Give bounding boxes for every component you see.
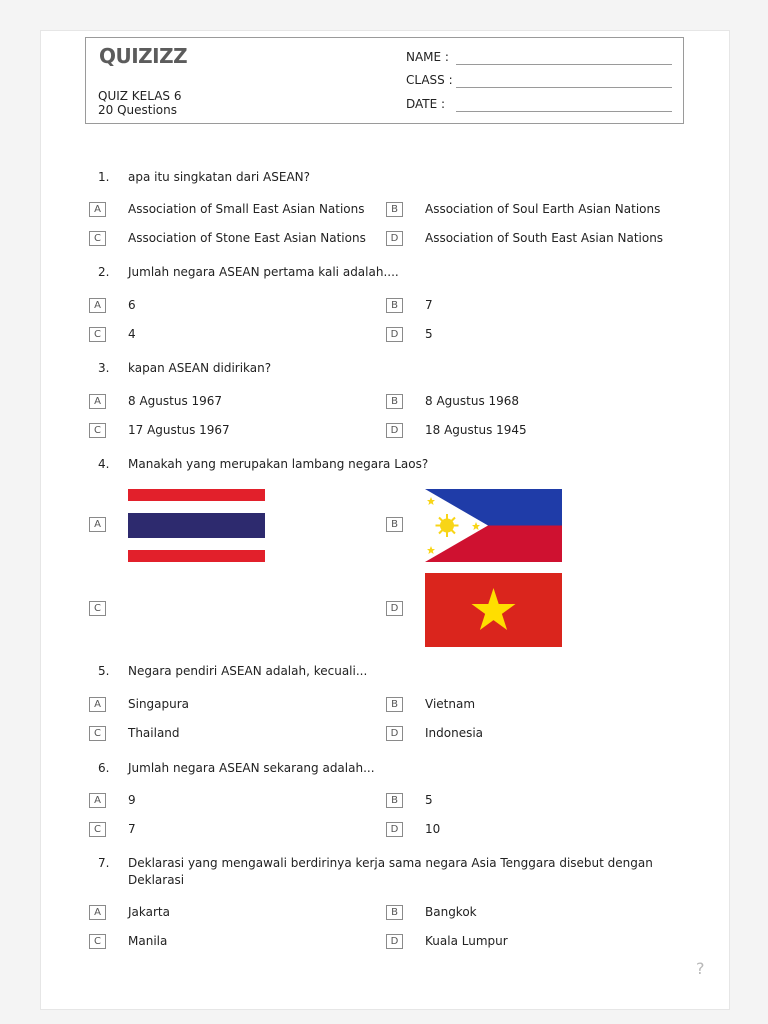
class-field-line[interactable] [456, 87, 672, 88]
option-letter-d[interactable]: D [386, 822, 403, 837]
question-number: 4. [98, 457, 110, 471]
question-number: 1. [98, 170, 110, 184]
option-letter-a[interactable]: A [89, 905, 106, 920]
option-letter-b[interactable]: B [386, 905, 403, 920]
option-letter-a[interactable]: A [89, 298, 106, 313]
question-text: Jumlah negara ASEAN pertama kali adalah.... [128, 265, 399, 279]
name-label: NAME : [406, 50, 449, 64]
option-text: 8 Agustus 1968 [425, 394, 520, 408]
option-letter-b[interactable]: B [386, 697, 403, 712]
help-icon[interactable]: ? [696, 959, 705, 978]
philippines-flag-image[interactable] [425, 489, 562, 562]
option-text: 5 [425, 793, 433, 807]
option-text: 17 Agustus 1967 [128, 423, 230, 437]
option-letter-d[interactable]: D [386, 327, 403, 342]
option-letter-b[interactable]: B [386, 202, 403, 217]
option-text: 10 [425, 822, 441, 836]
question-text: Manakah yang merupakan lambang negara Laos? [128, 457, 429, 471]
question-text: apa itu singkatan dari ASEAN? [128, 170, 310, 184]
option-text: Association of Small East Asian Nations [128, 202, 365, 216]
option-letter-d[interactable]: D [386, 423, 403, 438]
option-text: 7 [128, 822, 136, 836]
option-text: Thailand [128, 726, 180, 740]
option-text: 8 Agustus 1967 [128, 394, 223, 408]
date-field-line[interactable] [456, 111, 672, 112]
option-letter-b[interactable]: B [386, 394, 403, 409]
option-letter-a[interactable]: A [89, 394, 106, 409]
option-text: Association of Stone East Asian Nations [128, 231, 366, 245]
option-text: Singapura [128, 697, 190, 711]
quizizz-logo: QUIZIZZ [99, 44, 188, 68]
option-letter-a[interactable]: A [89, 202, 106, 217]
option-text: Vietnam [425, 697, 476, 711]
option-letter-c[interactable]: C [89, 601, 106, 616]
option-letter-d[interactable]: D [386, 601, 403, 616]
option-text: 5 [425, 327, 433, 341]
name-field-line[interactable] [456, 64, 672, 65]
quiz-title: QUIZ KELAS 6 [98, 89, 182, 103]
option-text: Manila [128, 934, 168, 948]
question-number: 2. [98, 265, 110, 279]
option-text: Bangkok [425, 905, 477, 919]
class-label: CLASS : [406, 73, 453, 87]
option-text: 6 [128, 298, 136, 312]
option-letter-b[interactable]: B [386, 793, 403, 808]
question-number: 3. [98, 361, 110, 375]
option-letter-c[interactable]: C [89, 726, 106, 741]
option-letter-b[interactable]: B [386, 298, 403, 313]
option-letter-c[interactable]: C [89, 327, 106, 342]
quiz-header [85, 37, 684, 124]
question-text: kapan ASEAN didirikan? [128, 361, 272, 375]
option-text: Association of Soul Earth Asian Nations [425, 202, 661, 216]
vietnam-flag-image[interactable] [425, 573, 562, 647]
option-letter-d[interactable]: D [386, 934, 403, 949]
question-number: 6. [98, 761, 110, 775]
quiz-page [40, 30, 730, 1010]
option-letter-c[interactable]: C [89, 822, 106, 837]
option-letter-a[interactable]: A [89, 517, 106, 532]
thailand-flag-image[interactable] [128, 489, 265, 562]
question-number: 7. [98, 856, 110, 870]
option-text: 4 [128, 327, 136, 341]
question-text: Jumlah negara ASEAN sekarang adalah... [128, 761, 375, 775]
question-text-line-1: Deklarasi yang mengawali berdirinya kerja sama negara Asia Tenggara disebut dengan [128, 856, 653, 870]
option-text: Indonesia [425, 726, 484, 740]
option-letter-c[interactable]: C [89, 231, 106, 246]
question-number: 5. [98, 664, 110, 678]
date-label: DATE : [406, 97, 446, 111]
option-letter-c[interactable]: C [89, 423, 106, 438]
option-text: Kuala Lumpur [425, 934, 508, 948]
option-text: 9 [128, 793, 136, 807]
option-text: Association of South East Asian Nations [425, 231, 664, 245]
option-letter-d[interactable]: D [386, 726, 403, 741]
option-letter-c[interactable]: C [89, 934, 106, 949]
question-count: 20 Questions [98, 103, 178, 117]
question-text: Negara pendiri ASEAN adalah, kecuali... [128, 664, 368, 678]
option-letter-a[interactable]: A [89, 793, 106, 808]
option-text: 18 Agustus 1945 [425, 423, 527, 437]
option-letter-a[interactable]: A [89, 697, 106, 712]
option-letter-b[interactable]: B [386, 517, 403, 532]
question-text-line-2: Deklarasi [128, 873, 185, 887]
option-letter-d[interactable]: D [386, 231, 403, 246]
option-text: Jakarta [128, 905, 170, 919]
option-text: 7 [425, 298, 433, 312]
